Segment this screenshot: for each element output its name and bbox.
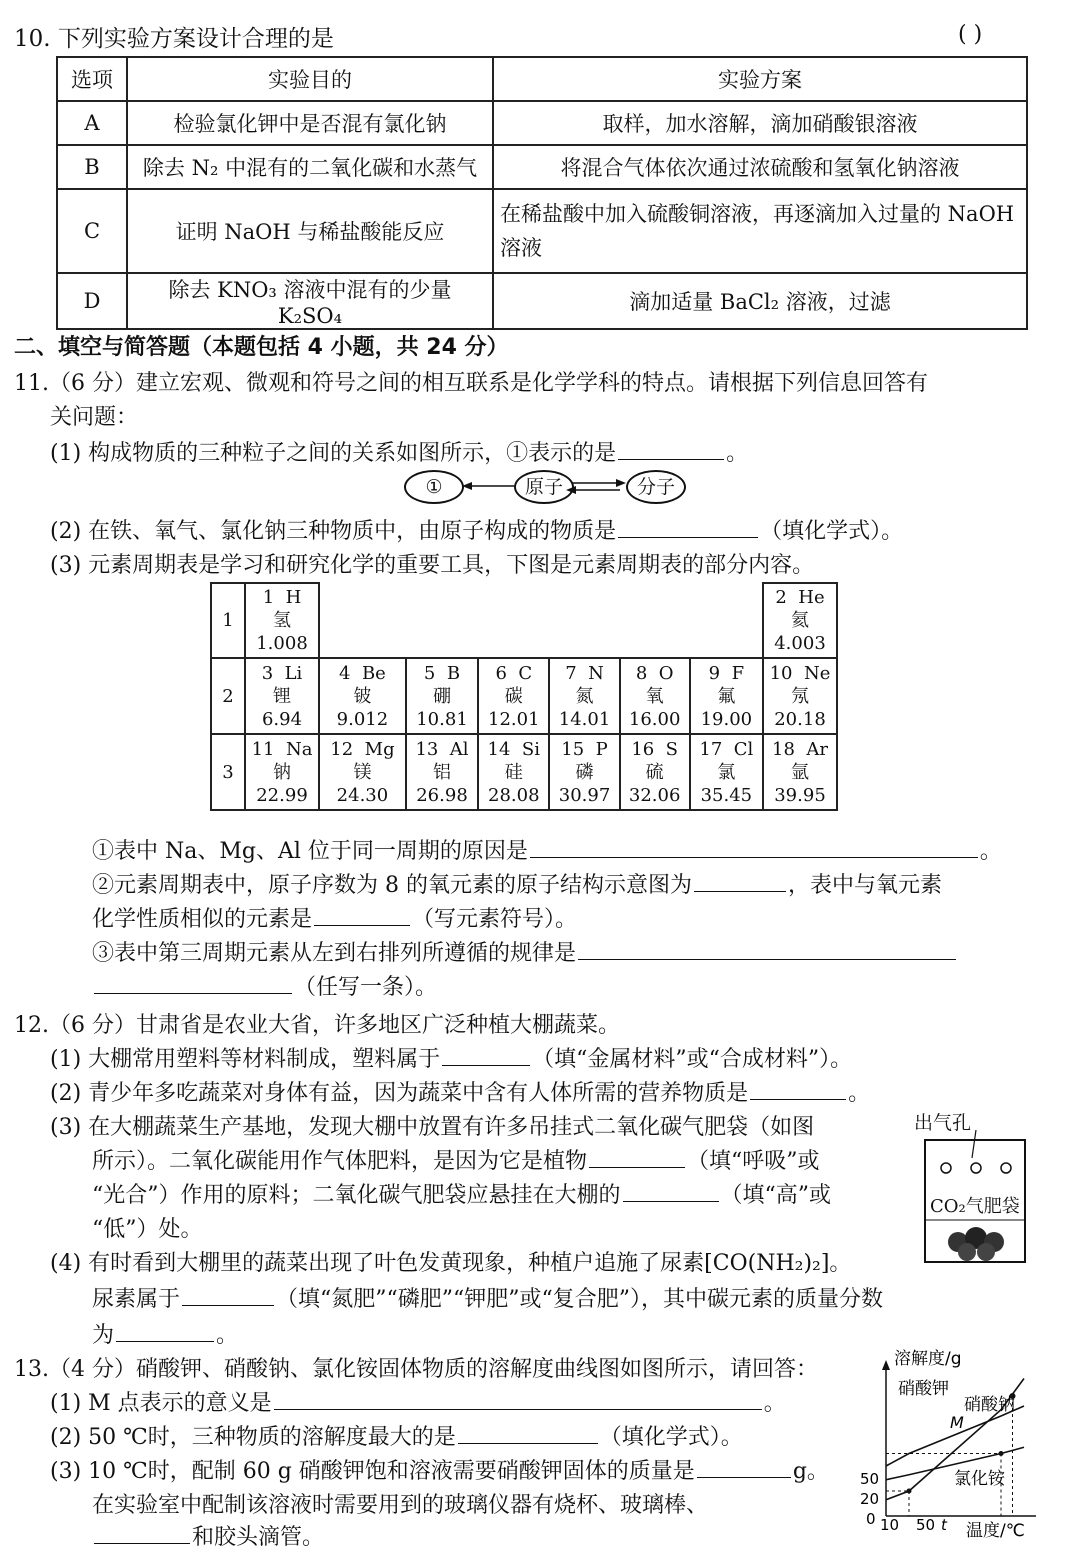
answer-blank[interactable] — [697, 1457, 791, 1478]
q12-part3-line3 — [92, 1178, 831, 1209]
y-tick-20: 20 — [860, 1490, 880, 1508]
answer-blank[interactable] — [589, 1147, 685, 1168]
table-row — [57, 273, 1027, 329]
q12-part4-line2 — [92, 1282, 883, 1313]
q13-part2-text: (2) 50 ℃时，三种物质的溶解度最大的是 — [50, 1425, 456, 1450]
chart-ylabel: 溶解度/g — [894, 1349, 962, 1369]
q12-part2-text: (2) 青少年多吃蔬菜对身体有益，因为蔬菜中含有人体所需的营养物质是 — [50, 1081, 749, 1106]
answer-blank[interactable] — [578, 939, 956, 960]
q11-sub3-line2 — [92, 970, 437, 1001]
answer-blank[interactable] — [694, 871, 786, 892]
answer-blank[interactable] — [182, 1285, 274, 1306]
q11-sub3-end: （任写一条）。 — [294, 975, 438, 1000]
series-label-nano3: 硝酸钠 — [964, 1395, 1015, 1415]
q11-sub2-text4: （写元素符号）。 — [412, 907, 578, 932]
section-heading: 二、填空与简答题（本题包括 4 小题，共 24 分） — [14, 335, 509, 360]
element-cell: 9 F 氟 19.00 — [690, 658, 763, 734]
q12-part3-line4: “低”）处。 — [92, 1217, 203, 1242]
q12-part4-text: 尿素属于 — [92, 1287, 181, 1312]
q11-stem-line1: 11.（6 分）建立宏观、微观和符号之间的相互联系是化学学科的特点。请根据下列信息回答有 — [14, 371, 928, 396]
q11-sub3-text: ③表中第三周期元素从左到右排列所遵循的规律是 — [92, 941, 577, 966]
element-cell: 11 Na 钠 22.99 — [245, 734, 319, 810]
element-cell: 7 N 氮 14.01 — [549, 658, 619, 734]
bag-outlet-label: 出气孔 — [914, 1112, 972, 1134]
q13-part1 — [50, 1386, 786, 1417]
answer-blank[interactable] — [623, 1181, 719, 1202]
q13-part3-line2: 在实验室中配制该溶液时需要用到的玻璃仪器有烧杯、玻璃棒、 — [92, 1493, 709, 1518]
q13-part3-end: 和胶头滴管。 — [192, 1525, 325, 1550]
q12-part1-text: (1) 大棚常用塑料等材料制成，塑料属于 — [50, 1047, 441, 1072]
x-tick-t: t — [941, 1516, 947, 1534]
q12-part3-text: 所示）。二氧化碳能用作气体肥料，是因为它是植物 — [92, 1149, 588, 1174]
q13-part3-line1 — [50, 1454, 829, 1485]
col-header-purpose: 实验目的 — [127, 57, 493, 101]
x-tick-50: 50 — [916, 1516, 936, 1534]
q11-part2-end: （填化学式）。 — [760, 519, 904, 544]
q12-part1 — [50, 1042, 852, 1073]
element-cell-h: 1 H 氢 1.008 — [245, 583, 319, 658]
row-purpose: 除去 N₂ 中混有的二氧化碳和水蒸气 — [127, 145, 493, 189]
period-label: 2 — [211, 658, 245, 734]
q11-sub2-text2: ，表中与氧元素 — [788, 873, 943, 898]
element-cell: 6 C 碳 12.01 — [478, 658, 549, 734]
y-tick-50: 50 — [860, 1470, 880, 1488]
q12-part3-line2 — [92, 1144, 820, 1175]
answer-blank[interactable] — [442, 1045, 530, 1066]
q11-part1 — [50, 436, 748, 467]
element-cell: 5 B 硼 10.81 — [406, 658, 478, 734]
element-cell: 15 P 磷 30.97 — [549, 734, 619, 810]
period-label: 1 — [211, 583, 245, 658]
q10-answer-paren[interactable]: ( ) — [958, 22, 983, 47]
answer-blank[interactable] — [94, 973, 292, 994]
q13-part3-text: (3) 10 ℃时，配制 60 g 硝酸钾饱和溶液需要硝酸钾固体的质量是 — [50, 1459, 695, 1484]
row-option: A — [57, 101, 127, 145]
q12-part2 — [50, 1076, 870, 1107]
element-cell: 12 Mg 镁 24.30 — [319, 734, 406, 810]
q13-part1-text: (1) M 点表示的意义是 — [50, 1391, 272, 1416]
q13-part2 — [50, 1420, 743, 1451]
q13-part3-line3 — [92, 1520, 324, 1551]
answer-blank[interactable] — [750, 1079, 846, 1100]
q11-part1-end: 。 — [726, 441, 749, 466]
element-cell: 13 Al 铝 26.98 — [406, 734, 478, 810]
answer-blank[interactable] — [314, 905, 410, 926]
q11-part2-text: (2) 在铁、氧气、氯化钠三种物质中，由原子构成的物质是 — [50, 519, 617, 544]
table-row — [57, 145, 1027, 189]
point-m-label: M — [950, 1413, 964, 1432]
q12-part1-end: （填“金属材料”或“合成材料”）。 — [532, 1047, 853, 1072]
q12-part2-end: 。 — [848, 1081, 871, 1106]
answer-blank[interactable] — [116, 1321, 214, 1342]
solubility-chart — [850, 1346, 1050, 1552]
answer-blank[interactable] — [530, 837, 978, 858]
q12-part4-text2: （填“氮肥”“磷肥”“钾肥”或“复合肥”），其中碳元素的质量分数 — [276, 1287, 883, 1312]
col-header-plan: 实验方案 — [493, 57, 1027, 101]
particle-arrows — [460, 470, 630, 504]
series-label-kno3: 硝酸钾 — [898, 1379, 949, 1399]
q11-sub1 — [92, 834, 1002, 865]
co2-bag-label: CO₂气肥袋 — [930, 1196, 1020, 1217]
chart-xlabel: 温度/℃ — [966, 1521, 1025, 1541]
element-cell: 3 Li 锂 6.94 — [245, 658, 319, 734]
point-10-20 — [907, 1489, 912, 1494]
col-header-option: 选项 — [57, 57, 127, 101]
q11-sub1-end: 。 — [979, 839, 1002, 864]
row-plan: 滴加适量 BaCl₂ 溶液，过滤 — [493, 273, 1027, 329]
element-cell: 18 Ar 氩 39.95 — [763, 734, 837, 810]
q12-part3-text4: （填“高”或 — [720, 1183, 831, 1208]
q12-part4-end: 。 — [216, 1323, 239, 1348]
q10-table — [56, 56, 1028, 330]
q13-part2-end: （填化学式）。 — [599, 1425, 743, 1450]
answer-blank[interactable] — [458, 1423, 598, 1444]
point-intersect — [999, 1451, 1004, 1456]
q12-part3-text3: “光合”）作用的原料；二氧化碳气肥袋应悬挂在大棚的 — [92, 1183, 621, 1208]
answer-blank[interactable] — [618, 517, 758, 538]
row-purpose: 除去 KNO₃ 溶液中混有的少量 K₂SO₄ — [127, 273, 493, 329]
q12-part3-line1: (3) 在大棚蔬菜生产基地，发现大棚中放置有许多吊挂式二氧化碳气肥袋（如图 — [50, 1115, 815, 1140]
row-plan: 取样，加水溶解，滴加硝酸银溶液 — [493, 101, 1027, 145]
period-label: 3 — [211, 734, 245, 810]
q12-part4-text3: 为 — [92, 1323, 115, 1348]
q12-part3-text2: （填“呼吸”或 — [687, 1149, 820, 1174]
table-row — [57, 101, 1027, 145]
particle-molecule-circle: 分子 — [626, 470, 686, 504]
q13-stem: 13.（4 分）硝酸钾、硝酸钠、氯化铵固体物质的溶解度曲线图如图所示，请回答： — [14, 1357, 818, 1382]
chart-origin: 0 — [866, 1510, 876, 1528]
row-option: C — [57, 189, 127, 273]
row-plan: 将混合气体依次通过浓硫酸和氢氧化钠溶液 — [493, 145, 1027, 189]
q13-part1-end: 。 — [763, 1391, 786, 1416]
particle-atom-circle: 原子 — [514, 470, 574, 504]
row-purpose: 证明 NaOH 与稀盐酸能反应 — [127, 189, 493, 273]
element-cell: 17 Cl 氯 35.45 — [690, 734, 763, 810]
x-tick-10: 10 — [880, 1516, 900, 1534]
q11-stem-line2: 关问题： — [50, 405, 139, 430]
q11-part2 — [50, 514, 903, 545]
q13-part3-unit: g。 — [792, 1459, 829, 1484]
answer-blank[interactable] — [94, 1523, 190, 1544]
q11-sub2-line2 — [92, 902, 577, 933]
q10-stem: 10. 下列实验方案设计合理的是 — [14, 26, 334, 52]
answer-blank[interactable] — [618, 439, 724, 460]
q11-sub2-text3: 化学性质相似的元素是 — [92, 907, 313, 932]
q12-stem: 12.（6 分）甘肃省是农业大省，许多地区广泛种植大棚蔬菜。 — [14, 1013, 620, 1038]
q11-sub2-text: ②元素周期表中，原子序数为 8 的氧元素的原子结构示意图为 — [92, 873, 692, 898]
particle-ion-circle: ① — [404, 470, 464, 504]
answer-blank[interactable] — [274, 1389, 762, 1410]
periodic-table — [210, 582, 838, 811]
element-cell: 8 O 氧 16.00 — [620, 658, 690, 734]
row-purpose: 检验氯化钾中是否混有氯化钠 — [127, 101, 493, 145]
element-cell: 14 Si 硅 28.08 — [478, 734, 549, 810]
q11-sub2-line1 — [92, 868, 942, 899]
element-cell: 16 S 硫 32.06 — [620, 734, 690, 810]
series-label-nh4cl: 氯化铵 — [954, 1469, 1005, 1489]
q11-sub1-text: ①表中 Na、Mg、Al 位于同一周期的原因是 — [92, 839, 528, 864]
element-cell: 10 Ne 氖 20.18 — [763, 658, 837, 734]
row-plan: 在稀盐酸中加入硫酸铜溶液，再逐滴加入过量的 NaOH 溶液 — [493, 189, 1027, 273]
row-option: D — [57, 273, 127, 329]
q12-part4-line3 — [92, 1318, 238, 1349]
q11-part3: (3) 元素周期表是学习和研究化学的重要工具，下图是元素周期表的部分内容。 — [50, 553, 815, 578]
q12-part4-line1: (4) 有时看到大棚里的蔬菜出现了叶色发黄现象，种植户追施了尿素[CO(NH₂)₂]。 — [50, 1251, 852, 1276]
element-cell-he: 2 He 氦 4.003 — [763, 583, 837, 658]
q11-part1-text: (1) 构成物质的三种粒子之间的关系如图所示，①表示的是 — [50, 441, 617, 466]
row-option: B — [57, 145, 127, 189]
element-cell: 4 Be 铍 9.012 — [319, 658, 406, 734]
table-row — [57, 189, 1027, 273]
y-axis-arrow — [882, 1360, 890, 1370]
q11-sub3-line1 — [92, 936, 958, 967]
